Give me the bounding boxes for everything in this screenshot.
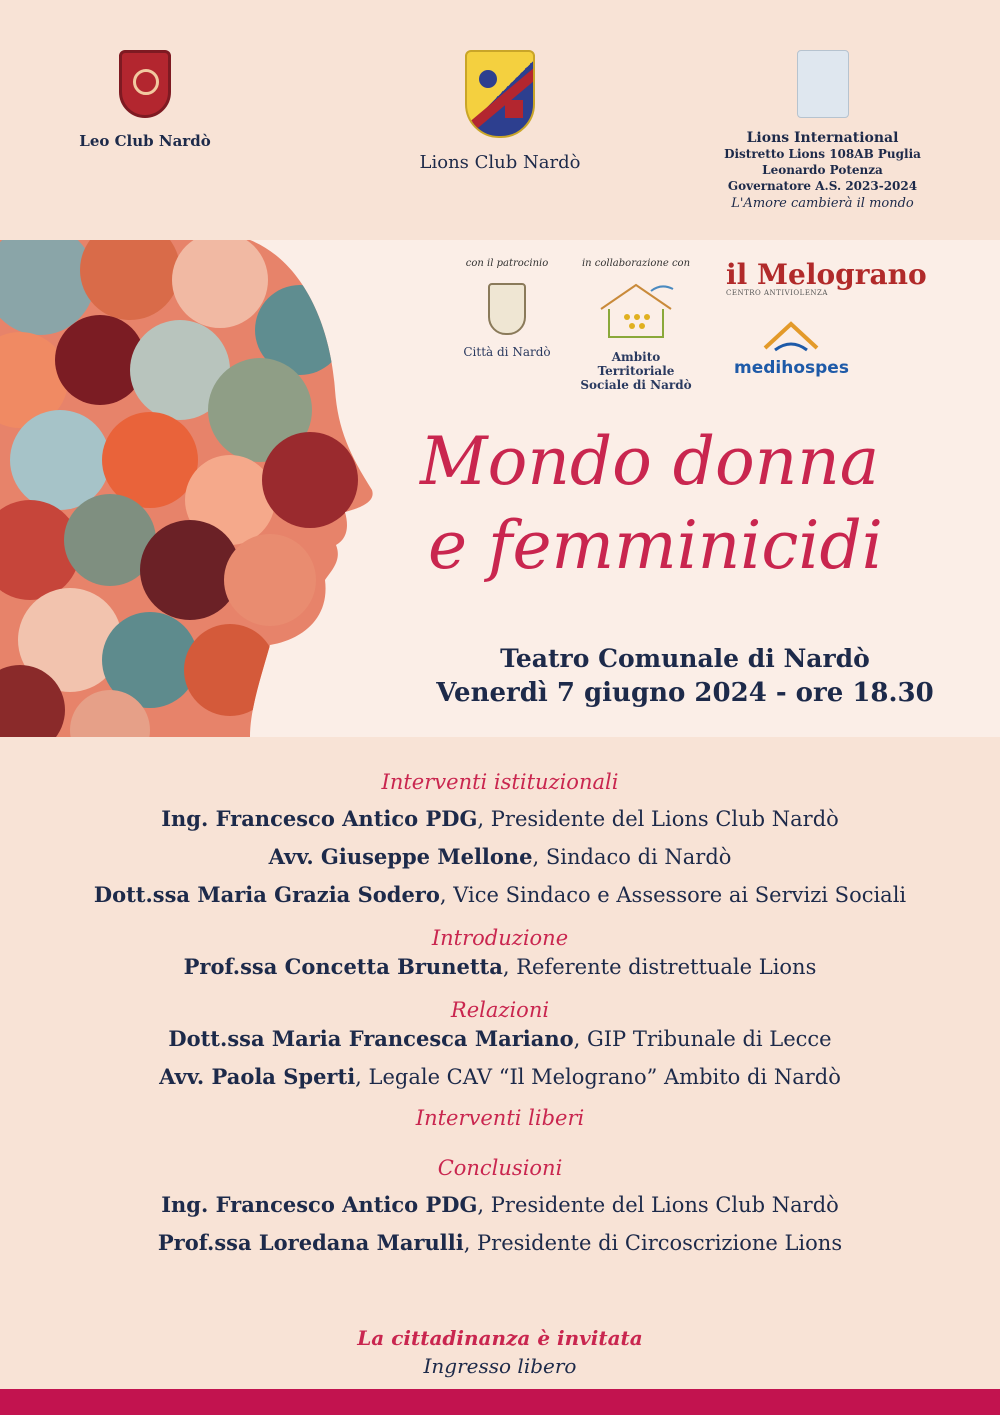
invitation-text: La cittadinanza è invitata — [357, 1326, 643, 1350]
event-venue: Teatro Comunale di Nardò — [500, 644, 870, 673]
speaker-role: , Vice Sindaco e Assessore ai Servizi Sociali — [439, 883, 907, 907]
medihospes-roof-icon — [761, 318, 821, 352]
event-date: Venerdì 7 giugno 2024 - ore 18.30 — [436, 678, 934, 708]
event-title — [420, 420, 980, 588]
speaker-role: , Legale CAV “Il Melograno” Ambito di Nardò — [355, 1065, 841, 1089]
lions-club-shield-icon — [465, 50, 535, 138]
melograno-logo — [726, 258, 927, 297]
speaker-row — [0, 876, 1000, 914]
district-seal-icon — [797, 50, 849, 118]
district-motto: L'Amore cambierà il mondo — [731, 196, 914, 211]
free-entry-text: Ingresso libero — [423, 1354, 577, 1378]
patronage-block — [452, 258, 562, 359]
section-heading-conclusioni: Conclusioni — [437, 1156, 563, 1180]
event-title-line1: Mondo donna — [420, 423, 880, 500]
speaker-name: Avv. Paola Sperti — [159, 1064, 356, 1089]
leo-club-logo-block — [60, 50, 230, 150]
speaker-row — [0, 838, 1000, 876]
speaker-name: Dott.ssa Maria Francesca Mariano — [168, 1026, 574, 1051]
speaker-name: Prof.ssa Loredana Marulli — [157, 1230, 464, 1255]
speaker-role: , Referente distrettuale Lions — [502, 955, 817, 979]
speaker-role: , Sindaco di Nardò — [532, 845, 732, 869]
speaker-row — [0, 1054, 1000, 1100]
patronage-name: Città di Nardò — [463, 345, 551, 359]
collaboration-name-line2: Sociale di Nardò — [580, 378, 692, 392]
speaker-name: Avv. Giuseppe Mellone — [268, 844, 533, 869]
collaboration-block — [574, 258, 698, 392]
collaboration-name-line1: Ambito Territoriale — [597, 350, 675, 378]
section-heading-relazioni: Relazioni — [450, 998, 550, 1022]
melograno-subtitle: CENTRO ANTIVIOLENZA — [726, 289, 828, 297]
district-line: Distretto Lions 108AB Puglia — [724, 147, 921, 161]
lions-international-name: Lions International — [746, 130, 899, 146]
lions-club-name: Lions Club Nardò — [419, 152, 581, 173]
speaker-row — [0, 1224, 1000, 1262]
program — [0, 768, 1000, 1262]
speaker-row — [0, 952, 1000, 982]
speaker-role: , Presidente del Lions Club Nardò — [477, 1193, 839, 1217]
speaker-name: Dott.ssa Maria Grazia Sodero — [93, 882, 440, 907]
women-profiles-illustration — [0, 240, 380, 737]
speaker-row — [0, 1186, 1000, 1224]
section-heading-istituzionali: Interventi istituzionali — [381, 770, 619, 794]
governor-name: Leonardo Potenza — [762, 163, 883, 177]
bottom-accent-bar — [0, 1389, 1000, 1415]
leo-club-shield-icon — [119, 50, 171, 118]
house-logo-icon — [591, 279, 681, 341]
speaker-name: Ing. Francesco Antico PDG — [161, 1192, 478, 1217]
governor-term: Governatore A.S. 2023-2024 — [727, 179, 918, 193]
lions-club-logo-block — [390, 50, 610, 173]
speaker-role: , Presidente di Circoscrizione Lions — [463, 1231, 843, 1255]
medihospes-name: medihospes — [734, 358, 849, 378]
speaker-role: , GIP Tribunale di Lecce — [573, 1027, 832, 1051]
speaker-row — [0, 1024, 1000, 1054]
speaker-name: Prof.ssa Concetta Brunetta — [183, 954, 503, 979]
invitation — [0, 1324, 1000, 1380]
city-crest-icon — [488, 283, 526, 335]
speaker-row — [0, 800, 1000, 838]
speaker-name: Ing. Francesco Antico PDG — [161, 806, 478, 831]
medihospes-logo — [734, 318, 849, 378]
section-heading-liberi: Interventi liberi — [415, 1106, 585, 1130]
event-title-line2: e femminicidi — [428, 507, 883, 584]
leo-club-name: Leo Club Nardò — [79, 132, 211, 150]
collaboration-label: in collaborazione con — [581, 258, 691, 269]
patronage-label: con il patrocinio — [465, 258, 549, 269]
speaker-role: , Presidente del Lions Club Nardò — [477, 807, 839, 831]
event-venue-date — [420, 642, 950, 710]
section-heading-introduzione: Introduzione — [431, 926, 569, 950]
lions-international-block — [715, 50, 930, 211]
melograno-name: il Melograno — [726, 258, 927, 291]
